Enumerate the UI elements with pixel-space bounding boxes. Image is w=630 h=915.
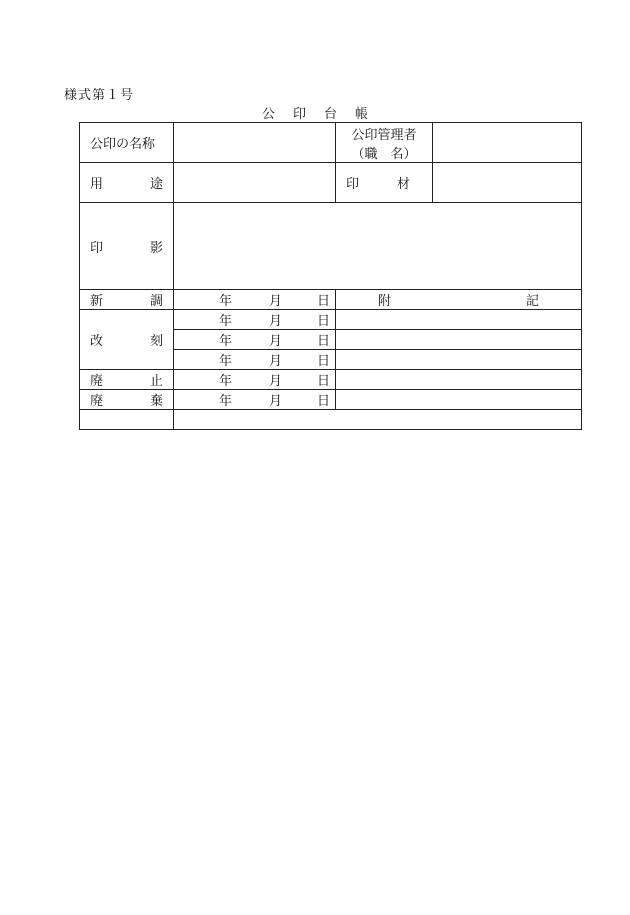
year-unit: 年 bbox=[219, 334, 233, 349]
document-title bbox=[262, 103, 386, 122]
recarve-remark-1[interactable] bbox=[336, 310, 582, 330]
day-unit: 日 bbox=[317, 374, 331, 389]
recarve-date-1[interactable] bbox=[174, 310, 336, 330]
seal-name-label bbox=[80, 123, 174, 163]
row-usage bbox=[80, 163, 582, 203]
day-unit: 日 bbox=[317, 294, 331, 309]
remarks-header-char: 記 bbox=[525, 294, 539, 309]
row-impression bbox=[80, 203, 582, 290]
new-label-char: 調 bbox=[149, 294, 163, 309]
material-label bbox=[336, 163, 433, 203]
seal-name-label-text: 公印の名称 bbox=[90, 137, 156, 152]
day-unit: 日 bbox=[317, 334, 331, 349]
remarks-header bbox=[336, 290, 582, 310]
year-unit: 年 bbox=[219, 354, 233, 369]
abolish-label-char: 止 bbox=[149, 374, 163, 389]
new-date[interactable] bbox=[174, 290, 336, 310]
discard-date[interactable] bbox=[174, 390, 336, 410]
month-unit: 月 bbox=[269, 374, 283, 389]
recarve-label-char: 改 bbox=[90, 334, 104, 349]
recarve-remark-3[interactable] bbox=[336, 350, 582, 370]
discard-label-char: 廃 bbox=[90, 394, 104, 409]
blank-label-cell[interactable] bbox=[80, 410, 174, 430]
recarve-label bbox=[80, 310, 174, 370]
month-unit: 月 bbox=[269, 314, 283, 329]
abolish-remark[interactable] bbox=[336, 370, 582, 390]
row-discard bbox=[80, 390, 582, 410]
seal-admin-value[interactable] bbox=[433, 123, 582, 163]
month-unit: 月 bbox=[269, 294, 283, 309]
recarve-date-2[interactable] bbox=[174, 330, 336, 350]
form-number: 様式第１号 bbox=[64, 88, 135, 103]
material-value[interactable] bbox=[433, 163, 582, 203]
recarve-date-3[interactable] bbox=[174, 350, 336, 370]
year-unit: 年 bbox=[219, 314, 233, 329]
material-label-char: 印 bbox=[346, 177, 360, 192]
new-label-char: 新 bbox=[90, 294, 104, 309]
remarks-header-char: 附 bbox=[378, 294, 392, 309]
abolish-label-char: 廃 bbox=[90, 374, 104, 389]
discard-remark[interactable] bbox=[336, 390, 582, 410]
discard-label-char: 棄 bbox=[149, 394, 163, 409]
seal-admin-label-line1: 公印管理者 bbox=[351, 127, 417, 143]
material-label-char: 材 bbox=[396, 177, 410, 192]
impression-label-char: 影 bbox=[149, 240, 163, 256]
usage-label-char: 途 bbox=[149, 177, 163, 192]
recarve-remark-2[interactable] bbox=[336, 330, 582, 350]
seal-register-table bbox=[79, 122, 582, 430]
year-unit: 年 bbox=[219, 394, 233, 409]
recarve-label-char: 刻 bbox=[149, 334, 163, 349]
new-label bbox=[80, 290, 174, 310]
usage-label-char: 用 bbox=[90, 177, 104, 192]
usage-label bbox=[80, 163, 174, 203]
abolish-date[interactable] bbox=[174, 370, 336, 390]
row-seal-name bbox=[80, 123, 582, 163]
title-char: 公 bbox=[262, 107, 276, 122]
blank-value-cell[interactable] bbox=[174, 410, 582, 430]
abolish-label bbox=[80, 370, 174, 390]
seal-admin-label-line2: （職 名） bbox=[351, 146, 417, 162]
row-abolish bbox=[80, 370, 582, 390]
row-new bbox=[80, 290, 582, 310]
year-unit: 年 bbox=[219, 374, 233, 389]
seal-admin-label bbox=[336, 123, 433, 163]
day-unit: 日 bbox=[317, 354, 331, 369]
impression-label-char: 印 bbox=[90, 240, 104, 256]
day-unit: 日 bbox=[317, 314, 331, 329]
impression-area[interactable] bbox=[174, 203, 582, 290]
row-blank bbox=[80, 410, 582, 430]
month-unit: 月 bbox=[269, 334, 283, 349]
usage-value[interactable] bbox=[174, 163, 336, 203]
day-unit: 日 bbox=[317, 394, 331, 409]
row-recarve-1 bbox=[80, 310, 582, 330]
title-char: 台 bbox=[324, 107, 338, 122]
discard-label bbox=[80, 390, 174, 410]
month-unit: 月 bbox=[269, 394, 283, 409]
title-char: 帳 bbox=[355, 107, 369, 122]
impression-label bbox=[80, 203, 174, 290]
seal-name-value[interactable] bbox=[174, 123, 336, 163]
month-unit: 月 bbox=[269, 354, 283, 369]
title-char: 印 bbox=[293, 107, 307, 122]
year-unit: 年 bbox=[219, 294, 233, 309]
